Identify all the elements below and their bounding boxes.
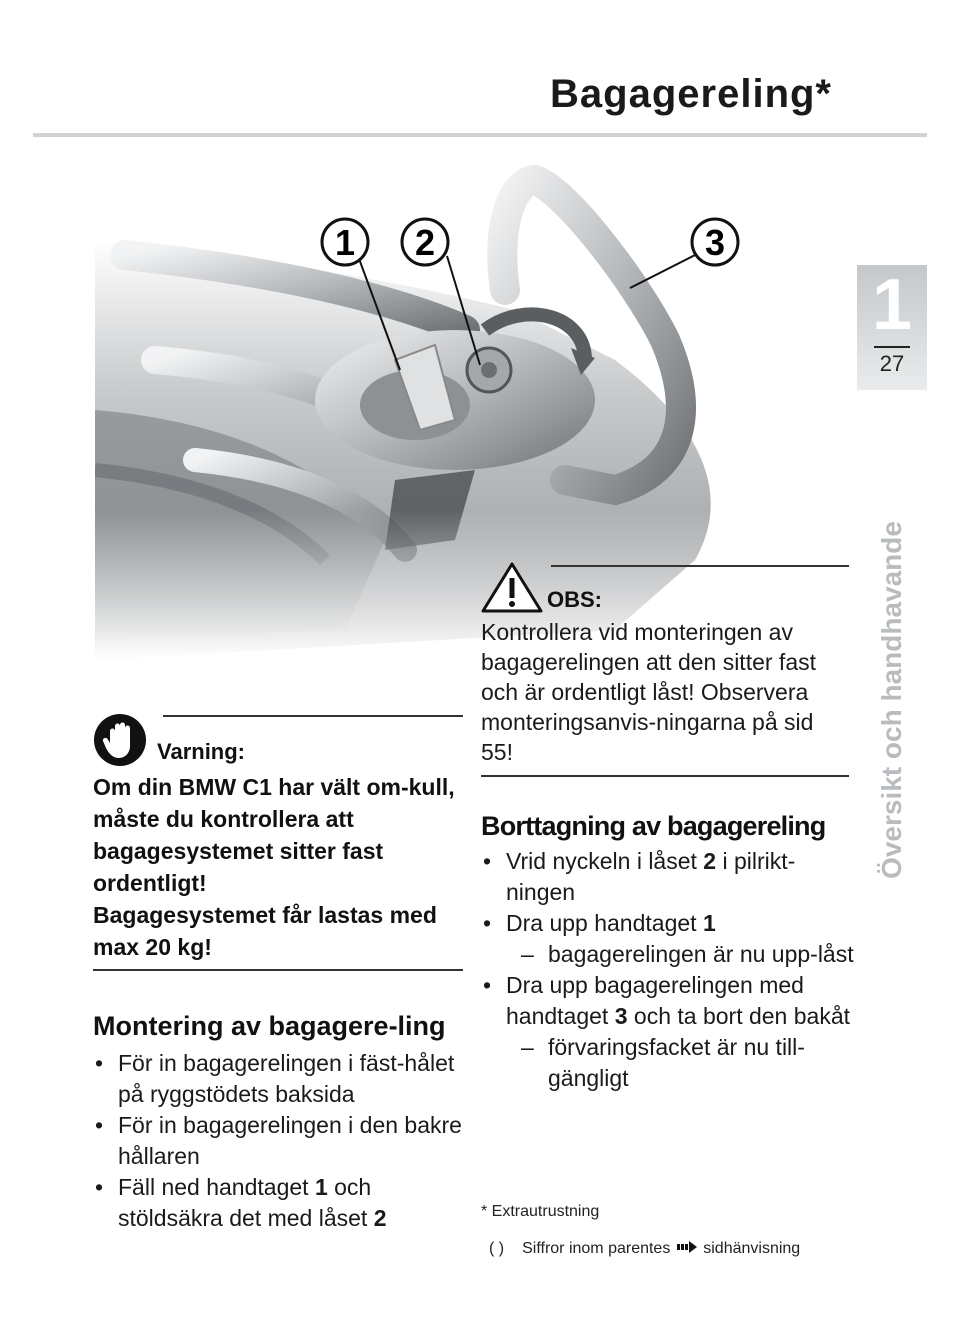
list-item: • Fäll ned handtaget 1 och stöldsäkra det med låset 2: [93, 1172, 473, 1234]
warning-box: [93, 715, 463, 971]
warning-text-1: Om din BMW C1 har vält om-kull, måste du kontrollera att bagagesystemet sitter fast ordentligt!: [93, 774, 455, 896]
warning-label: Varning:: [157, 739, 246, 764]
list-item: • För in bagagerelingen i fäst-hålet på ryggstödets baksida: [93, 1048, 473, 1110]
page-number: 27: [879, 351, 905, 376]
notice-label: OBS:: [547, 587, 602, 612]
page-ref-legend: [489, 1240, 800, 1258]
stop-hand-icon: [93, 713, 147, 767]
warning-bottom-rule: [93, 969, 463, 971]
footnote: * Extrautrustning: [481, 1203, 600, 1220]
page-title: Bagagereling*: [550, 72, 832, 116]
notice-bottom-rule: [481, 775, 849, 777]
mounting-heading: Montering av bagagere-ling: [93, 1011, 446, 1041]
legend-paren: ( ): [489, 1240, 505, 1257]
sub-list-item: – bagagerelingen är nu upp-låst: [481, 939, 861, 970]
list-item: • Vrid nyckeln i låset 2 i pilrikt-ningen: [481, 846, 861, 908]
svg-text:2: 2: [414, 222, 436, 263]
callout-2: [402, 219, 448, 265]
removal-heading: Borttagning av bagagereling: [481, 811, 826, 841]
sub-list-item: – förvaringsfacket är nu till-gängligt: [481, 1032, 861, 1094]
arrow-right-icon: [677, 1241, 697, 1253]
warning-text: [93, 771, 463, 963]
mounting-section: [93, 1010, 473, 1234]
legend-ref: sidhänvisning: [703, 1240, 801, 1257]
callout-1: [322, 219, 368, 265]
chapter-tab: [857, 265, 927, 390]
svg-text:3: 3: [704, 222, 726, 263]
list-item: • Dra upp bagagerelingen med handtaget 3 och ta bort den bakåt: [481, 970, 861, 1032]
callout-3: [692, 219, 738, 265]
tab-divider: [874, 346, 910, 348]
title-divider: [33, 133, 927, 137]
chapter-number: 1: [871, 265, 913, 345]
notice-text: Kontrollera vid monteringen av bagagerelingen att den sitter fast och är ordentligt låst! Observera monteringsanvis-ningarna på sid 55!: [481, 619, 817, 765]
list-item: • Dra upp handtaget 1: [481, 908, 861, 939]
section-side-title: Översikt och handhavande: [876, 521, 907, 879]
notice-box: [481, 565, 849, 777]
list-item: • För in bagagerelingen i den bakre hållaren: [93, 1110, 473, 1172]
warning-text-2: Bagagesystemet får lastas med max 20 kg!: [93, 902, 437, 960]
legend-text: Siffror inom parentes: [522, 1240, 671, 1257]
exclamation-triangle-icon: [481, 561, 543, 613]
removal-section: [481, 810, 861, 1094]
svg-text:1: 1: [334, 222, 356, 263]
